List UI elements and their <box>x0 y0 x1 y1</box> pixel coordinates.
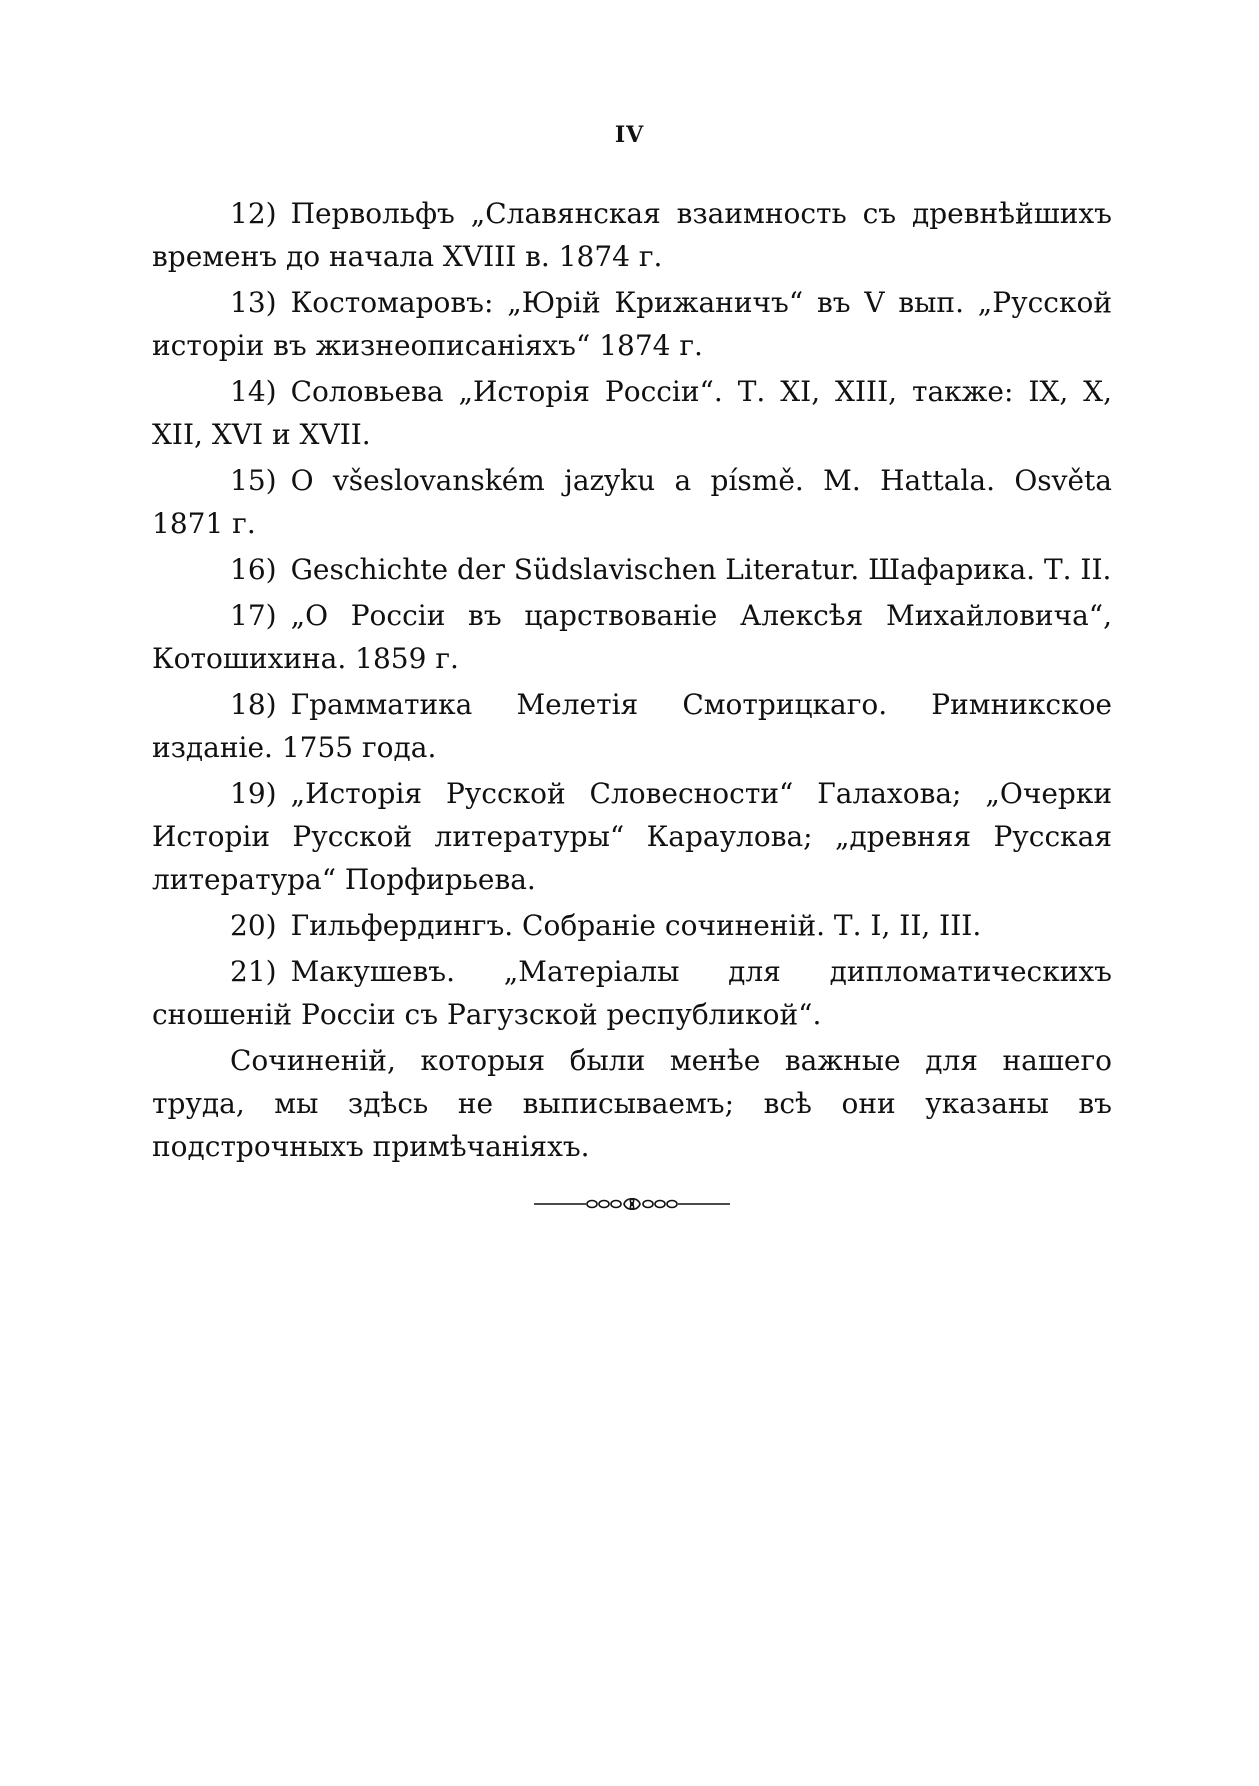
bibliography-entry-15 <box>152 459 1112 545</box>
bibliography-entry-21 <box>152 950 1112 1036</box>
entry-text: Соловьева „Исторія Россіи“. Т. XI, XIII, также: IX, X, XII, XVI и XVII. <box>152 375 1112 451</box>
entry-number: 14) <box>230 375 277 408</box>
entry-text: „Исторія Русской Словесности“ Галахова; „Очерки Исторіи Русской литературы“ Караулова; „древняя Русская литература“ Порфирьева. <box>152 777 1112 896</box>
bibliography-entry-17 <box>152 594 1112 680</box>
entry-text: Грамматика Мелетія Смотрицкаго. Римникское изданіе. 1755 года. <box>152 688 1112 764</box>
bibliography-entry-19 <box>152 772 1112 901</box>
entry-text: O všeslovanském jazyku a písmě. M. Hattala. Osvěta 1871 г. <box>152 464 1112 540</box>
entry-text: Гильфердингъ. Собраніе сочиненій. Т. I, II, III. <box>290 909 982 942</box>
entry-number: 12) <box>230 197 277 230</box>
entry-text: Geschichte der Südslavischen Literatur. Шафарика. Т. II. <box>290 553 1112 586</box>
bibliography-entry-14 <box>152 370 1112 456</box>
entry-number: 13) <box>230 286 277 319</box>
bibliography-list <box>152 192 1112 1196</box>
decorative-divider-icon <box>534 1195 730 1213</box>
bibliography-entry-13 <box>152 281 1112 367</box>
bibliography-entry-18 <box>152 683 1112 769</box>
entry-number: 19) <box>230 777 277 810</box>
page-number: IV <box>614 122 645 148</box>
entry-text: Макушевъ. „Матеріалы для дипломатическихъ сношеній Россіи съ Рагузской республикой“. <box>152 955 1112 1031</box>
entry-text: „О Россіи въ царствованіе Алексѣя Михайловича“, Котошихина. 1859 г. <box>152 599 1112 675</box>
entry-number: 17) <box>230 599 277 632</box>
entry-text: Первольфъ „Славянская взаимность съ древнѣйшихъ временъ до начала XVIII в. 1874 г. <box>152 197 1112 273</box>
entry-number: 16) <box>230 553 277 586</box>
entry-number: 21) <box>230 955 277 988</box>
entry-number: 20) <box>230 909 277 942</box>
bibliography-entry-16 <box>152 548 1112 591</box>
entry-number: 15) <box>230 464 277 497</box>
entry-number: 18) <box>230 688 277 721</box>
entry-text: Костомаровъ: „Юрій Крижаничъ“ въ V вып. „Русской исторіи въ жизнеописаніяхъ“ 1874 г. <box>152 286 1112 362</box>
closing-paragraph: Сочиненій, которыя были менѣе важные для нашего труда, мы здѣсь не выписываемъ; всѣ они указаны въ подстрочныхъ примѣчаніяхъ. <box>152 1044 1112 1163</box>
bibliography-entry-20 <box>152 904 1112 947</box>
bibliography-entry-12 <box>152 192 1112 278</box>
